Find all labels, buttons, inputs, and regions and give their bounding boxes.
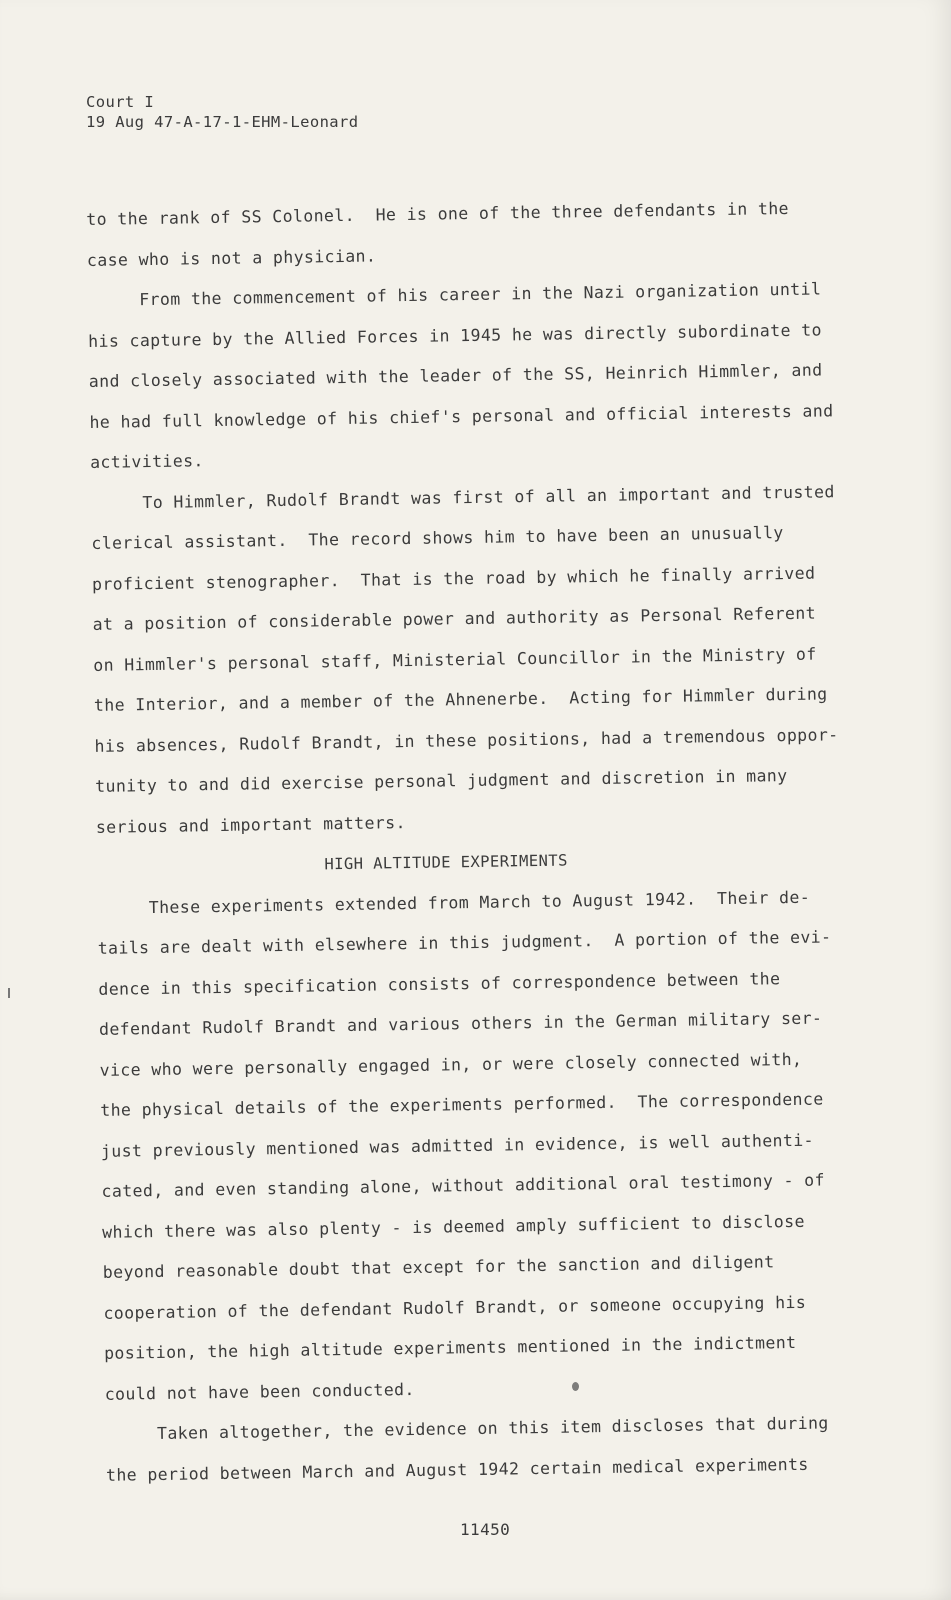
text-line: clerical assistant. The record shows him to have been an unusually (91, 523, 784, 553)
court-label: Court I (86, 93, 155, 111)
document-body (86, 188, 886, 1496)
text-line: tails are dealt with elsewhere in this judgment. A portion of the evi- (97, 927, 832, 958)
text-line: tunity to and did exercise personal judgment and discretion in many (95, 766, 788, 796)
transcript-reference: 19 Aug 47-A-17-1-EHM-Leonard (86, 113, 359, 131)
text-line: cooperation of the defendant Rudolf Brandt, or someone occupying his (103, 1292, 807, 1323)
text-line: could not have been conducted. (104, 1379, 415, 1404)
section-heading: HIGH ALTITUDE EXPERIMENTS (324, 851, 568, 874)
page-number: 11450 (460, 1520, 511, 1539)
text-line: his capture by the Allied Forces in 1945 he was directly subordinate to (88, 319, 822, 351)
text-line: serious and important matters. (95, 812, 406, 837)
text-line: activities. (89, 451, 204, 472)
text-line: defendant Rudolf Brandt and various others in the German military ser- (98, 1008, 823, 1039)
text-line: the Interior, and a member of the Ahnenerbe. Acting for Himmler during (93, 684, 828, 715)
document-header (86, 92, 359, 132)
text-line: proficient stenographer. That is the road by which he finally arrived (91, 563, 816, 594)
text-line: the physical details of the experiments performed. The correspondence (100, 1089, 824, 1120)
text-line: cated, and even standing alone, without additional oral testimony - of (101, 1170, 826, 1201)
text-line: which there was also plenty - is deemed amply sufficient to disclose (102, 1211, 805, 1242)
text-line: his absences, Rudolf Brandt, in these positions, had a tremendous oppor- (94, 724, 839, 756)
text-line: To Himmler, Rudolf Brandt was first of all an important and trusted (90, 481, 835, 513)
margin-mark (8, 988, 10, 998)
text-line: and closely associated with the leader of the SS, Heinrich Himmler, and (88, 360, 823, 391)
text-line: position, the high altitude experiments mentioned in the indictment (103, 1332, 797, 1363)
text-line: dence in this specification consists of correspondence between the (98, 968, 781, 999)
text-line: From the commencement of his career in the Nazi organization until (87, 279, 822, 310)
text-line: at a position of considerable power and authority as Personal Referent (92, 603, 817, 634)
text-line: he had full knowledge of his chief's personal and official interests and (89, 400, 834, 432)
text-line: just previously mentioned was admitted in evidence, is well authenti- (100, 1130, 815, 1161)
text-line: case who is not a physician. (86, 245, 377, 270)
text-line: on Himmler's personal staff, Ministerial Councillor in the Ministry of (93, 644, 817, 675)
text-line: beyond reasonable doubt that except for the sanction and diligent (102, 1252, 775, 1282)
text-line: vice who were personally engaged in, or were closely connected with, (99, 1049, 803, 1080)
text-line: These experiments extended from March to August 1942. Their de- (96, 887, 811, 918)
text-line: Taken altogether, the evidence on this item discloses that during (105, 1413, 829, 1444)
ink-blot (572, 1382, 579, 1391)
text-line: to the rank of SS Colonel. He is one of the three defendants in the (86, 198, 790, 229)
text-line: the period between March and August 1942 certain medical experiments (105, 1454, 809, 1485)
